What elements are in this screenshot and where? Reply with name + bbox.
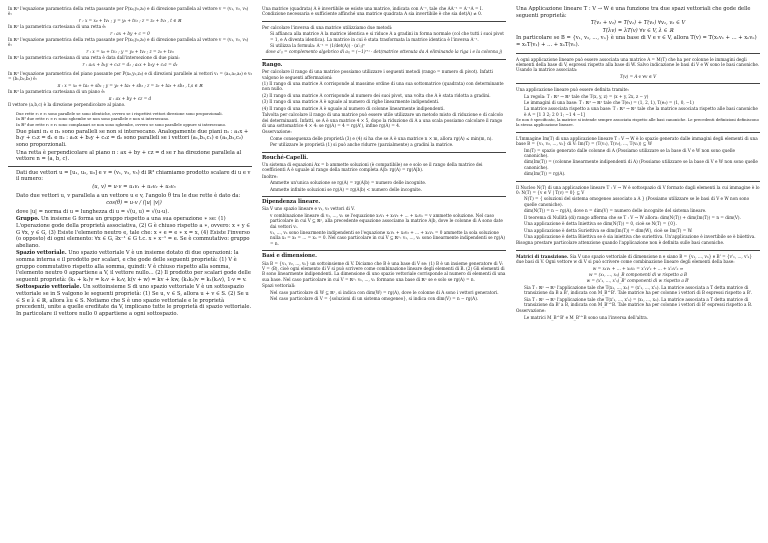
plane-eq-formula-1: π : x = x₀ + ta₁ + sb₁ ; y = y₀ + ta₂ + sb₂ ; z = z₀ + ta₃ + sb₃ , t,s ∈ ℝ [57,82,203,88]
list-item: • Il teorema di Nullità (di) rango afferma che se T : V → W allora: dim(N(T)) + dim(Im(T)) = n = dim(V). [524,215,760,220]
transition-formula-3: w = (x'₁, ..., x'ₙ)_B' componenti di w rispetto a B' [586,278,690,284]
plane-eq-heading-2: In ℝ³ la parametrica cartesiana di un piano è: [8,89,106,95]
line-eq-formula-2: r : ax + by + c = 0 [110,30,150,36]
cofactor-formula: dove a'ᵢⱼ = complemento algebrico di aᵢⱼ = (−1)ⁱ⁺ʲ · det(matrice ottenuta da A eliminando la riga i e la colonna j) [265,49,503,55]
list-item: • Una applicazione è detta Suriettiva se dim(Im(T)) = dim(W), cioè se Im(T) = W. [524,228,760,233]
divider [262,250,506,251]
divider [262,59,506,60]
list-item: • Una applicazione è detta Iniettiva se dim(N(T)) = 0, cioè se N(T) = {0}. [524,221,760,226]
scalar-product-text: Dati due vettori u = [u₁, u₂, u₃] e v = (v₁, v₂, v₃) di ℝ³ chiamiamo prodotto scalare di u e v il numero: [16,169,251,183]
divider [516,181,760,182]
definition-section [516,87,760,128]
line-eq-formula-1: r : x = x₀ + tv₁ ; y = y₀ + tv₂ ; z = z₀ + tv₃ , t ∈ ℝ [78,17,182,23]
image-section [516,136,760,177]
perpendicular-text: • Una retta è perpendicolare al piano π : ax + by + cz = d se r ha direzione parallela al vettore n = (a, b, c). [16,150,252,163]
image-text: L'Immagine Im(T) di una applicazione lineare T : V → W è lo spazio generato dalle immagini degli elementi di una base B = {v₁, v₂, ..., vₙ} di V: Im(T) = ⟨T(v₁), T(v₂), ..., T(vₙ)⟩ ⊆ W [516,135,758,147]
parallel-planes-text: • Due piani π₁ e π₂ sono paralleli se non si intersecano. Analogamente due piani π₁ : a₁x + b₁y + c₁z = d₁ e π₂ : a₂x + b₂y + c₂z = d₂ sono paralleli se i vettori (a₁,b₁,c₁) e (a₂,b₂,c₂) sono proporzionali. [16,129,252,149]
list-item: • Nel caso particolare di W ⊆ ℝⁿ, si indica con dim(W) = rg(A), dove le colonne di A sono i vettori generatori. [270,290,506,295]
line-eq-heading-2: In ℝ² la parametrica cartesiana di una retta è: [8,24,107,30]
subspace-text: Un sottoinsieme S di uno spazio vettoriale V è un sottospazio vettoriale se in S valgono le seguenti proprietà: (1) Se u, v ∈ S, allora u + v ∈ S. (2) Se u ∈ S e λ ∈ ℝ, allora λu ∈ S. Notiamo che S è uno spazio vettoriale e le proprietà precedenti, unite a quelle ereditate da V, implicano tutte le proprietà di spazio vettoriale. In particolare il vettore nullo 0 appartiene a ogni sottospazio. [16,284,252,317]
list-item: • v₁, ..., vₙ sono linearmente indipendenti se l'equazione x₁v₁ + x₂v₂ + ... + xₙvₙ = 0 ammette la sola soluzione nulla x₁ = x₂ = ... = xₙ = 0. Nel caso particolare in cui V ⊆ ℝⁿ: v₁, ..., vₙ sono linearmente indipendenti se rg(A) = n. [270,230,506,246]
rouche-capelli-inoltre: Inoltre: [262,173,278,179]
dependence-text: Sia V uno spazio lineare e v₁, v₂ vettori di V. [262,206,355,212]
list-item: • Im(T) = spazio generato dalle colonne di A (Possiamo utilizzare se la base di V e W non sono quelle canoniche). [524,148,760,159]
group-title: Gruppo. [16,216,40,223]
kernel-section [516,185,760,246]
list-item: • Si affianca alla matrice A la matrice identica e si riduce A a gradini in forma normale (col che tutti i suoi pivot = 1, e A diventa identica). La matrice in cui è stata trasformata la matrice identica è l'inversa A⁻¹. [270,31,506,42]
subspace-title: Sottospazio vettoriale. [16,284,82,291]
transition-formula-2: w = (x₁, ..., xₙ)_B componenti di w rispetto a B [588,271,688,277]
divider [516,250,760,251]
list-item: • La matrice associata rispetto a una base: T : ℝ³ → ℝ² tale che la matrice associata rispetto alle basi canoniche è A = [1 3 2; 2 0 1; −1 4 −1] [524,106,760,117]
divider [516,53,760,54]
inverse-calc-section [262,25,506,55]
transition-title: Matrici di transizione. [516,253,569,259]
rank-item: (2) Il rango di una matrice A corrisponde al numero dei suoi pivot, una volta che A è stata ridotta a gradini. [262,92,491,98]
vector-space-title: Spazio vettoriale. [16,250,67,257]
linear-map-formula-2: T(λv) = λT(v) ∀v ∈ V, λ ∈ ℝ [602,27,674,34]
rank-intro: Per calcolare il rango di una matrice possiamo utilizzare i seguenti metodi (rango = numero di pivot). Infatti valgono le seguenti affermazioni: [262,69,493,80]
planes-section [8,71,252,107]
column-1 [8,6,252,537]
list-item: • In ℝ³ due rette r₁ e r₂ sono sghembe se non sono parallele e non si intersecano. [16,117,252,122]
list-item: • v combinazione lineare di v₁, ..., vₙ se l'equazione x₁v₁ + x₂v₂ + ... + xₙvₙ = v ammette soluzione. Nel caso particolare in cui V ⊆ ℝⁿ, alla precedente equazione associamo la matrice A|b, dove le colonne di A sono date dai vettori vᵢ. [270,213,506,229]
transition-formula-1: w = x₁v₁ + ... + xₙvₙ = x'₁v'₁ + ... + x'ₙv'ₙ ⇒ [592,265,684,271]
list-item: • dim(Im(T)) = (colonne linearmente indipendenti di A) (Possiamo utilizzare se la base di V e W non sono quelle canoniche). [524,159,760,170]
list-item: • dim(Im(T)) = rg(A). [524,171,760,176]
rank-item: (4) Il rango di una matrice A è uguale al numero di colonne linearmente indipendenti. [262,105,445,111]
line-eq-formula-4: r : a₁x + b₁y + c₁z = d₁ ; a₂x + b₂y + c₂z = d₂ [82,61,178,67]
list-item [16,193,252,216]
list-item: • La regola: T : ℝ³ → ℝ² tale che T(x, y, z) = (x + y, 2x, z − y) [524,94,760,99]
rouche-capelli-title: Rouché-Capelli. [262,154,309,161]
vector-space-text: Uno spazio vettoriale V è un insieme dotato di due operazioni: la somma interna e il prodotto per scalari, e che gode delle seguenti proprietà: (1) V è gruppo commutativo rispetto alla somma, quindi: V è chiuso rispetto alla somma, l'elemento neutro 0 appartiene a V, il vettore nullo... (2) Il prodotto per scalari gode delle seguenti proprietà: (k₁ + k₂)v = k₁v + k₂v, k(v + w) = kv + kw, (k₁k₂)v = k₁(k₂v), 1·v = v. [16,250,251,283]
definition-intro: Una applicazione lineare può essere definita tramite: [516,87,630,93]
angle-formula: cos(θ) = u·v / (|u| |v|) [106,200,162,207]
plane-normal-note: Il vettore (a,b,c) è la direzione perpendicolare al piano. [8,102,126,108]
rank-title: Rango. [262,61,283,68]
list-item: • In ℝ³ due rette r₁ e r₂ sono complanari se non sono sghembe, ovvero se sono parallele oppure si intersecano. [16,123,252,128]
list-item [16,216,252,249]
inverse-calc-intro: Per calcolare l'inversa di una matrice utilizziamo due metodi: [262,24,393,30]
line-eq-heading-4: In ℝ³ la parametrica cartesiana di una retta è data dall'intersezione di due piani: [8,55,180,61]
list-item: • Una applicazione è detta Biiettiva se è sia iniettiva che suriettiva. Un'applicazione è invertibile se è biiettiva. [524,234,760,239]
divider [262,152,506,153]
divider [262,196,506,197]
linear-map-text: Una Applicazione lineare T : V → W è una funzione tra due spazi vettoriali che gode delle seguenti proprietà: [516,6,751,19]
list-item: • Per utilizzare le proprietà (1) si può anche ridurre (parzialmente) a gradini la matrice. [270,142,506,147]
plane-eq-formula-2: π : ax + by + cz = d [108,95,152,101]
planes-relations-list [8,129,252,163]
divider [516,132,760,133]
matrix-formula: T(v) = A·v ∀v ∈ V [619,73,657,79]
linear-map-formula-1: T(v₁ + v₂) = T(v₁) + T(v₂) ∀v₁, v₂ ∈ V [590,20,686,27]
conseq-title: Osservazione: [516,308,546,314]
matrix-text: A ogni applicazione lineare può essere associata una matrice A = M(T) che ha per colonne le immagini degli elementi della base di V, espressi rispetto alla base di W. Salvo indicazione le basi di V e W sono le basi canoniche. Usando la matrice associata: [516,56,760,73]
column-3 [516,6,760,537]
rank-note: Talvolta per calcolare il rango di una matrice può essere utile utilizzare un metodo misto di riduzione e di calcolo dei determinanti. Infatti, se A è una matrice 4 × 5, dopo la riduzione di A a una scala possiamo calcolare il rango di una sottomatrice 4 × 4: se rg(A) = 4 = rg(A'), infine rg(A) = 4. [262,112,504,128]
list-item: • Due rette r₁ e r₂ sono parallele se sono identiche, ovvero se i rispettivi vettori direzione sono proporzionali. [16,112,252,117]
obs-title: Osservazione: [262,129,292,135]
inverse-section [262,6,506,17]
bases-section [262,254,506,301]
matrix-section [516,57,760,80]
list-item [16,284,252,317]
linear-map-base: In particolare se B = {v₁, v₂, ..., vₙ} è una base di V e v ∈ V, allora T(v) = T(x₁v₁ + ... + xₙvₙ) = x₁T(v₁) + ... + xₙT(vₙ). [516,35,757,48]
list-item: • Sia T : ℝⁿ → ℝⁿ l'applicazione tale che T(x'₁, ..., x'ₙ) = (x₁, ..., xₙ). La matrice associata a T detta matrice di transizione da B' a B, indicata con M_B'^B. Tale matrice ha per colonne i vettori di B' espressi rispetto a B. [524,297,760,308]
line-eq-formula-3: r : x = x₀ + tv₁ ; y = y₀ + tv₂ ; z = z₀ + tv₃ [86,48,174,54]
divider [262,21,506,22]
list-item [16,170,252,191]
line-eq-heading-3: In ℝ³ l'equazione parametrica della retta passante per P(x₀,y₀,z₀) e di direzione parallela al vettore v = (v₁, v₂, v₃) è: [8,37,249,48]
transition-body: Sia V uno spazio vettoriale di dimensione n e siano B = {v₁, ..., vₙ} e B' = {v'₁, ..., v'ₙ} due basi di V. Ogni vettore w di V si può scrivere come combinazione lineare degli elementi della base: [516,253,753,265]
bases-title: Basi e dimensione. [262,253,317,260]
list-item: • dim(N(T)) = n − rg(A), dove n = dim(V) = numero delle incognite del sistema lineare. [524,208,760,213]
rank-item: (1) Il rango di una matrice A corrisponde al massimo ordine di una sua sottomatrice (quadrata) con determinante non nullo. [262,81,504,92]
rank-section [262,63,506,148]
warning-note: Bisogna prestare particolare attenzione quando l'applicazione non è definita sulle basi canoniche. [516,240,725,246]
list-item: • Sia T : ℝⁿ → ℝⁿ l'applicazione tale che T(x₁, ..., xₙ) = (x'₁, ..., x'ₙ). La matrice associata a T detta matrice di transizione da B a B', indicata con M_B^B'. Tale matrice ha per colonne i vettori di B espressi rispetto a B'. [524,285,760,296]
bases-text: Sia B = {v₁, v₂, ..., vₙ} un sottoinsieme di V. Diciamo che B è una base di V se: (1) B è un insieme generatore di V: V = ⟨B⟩, cioè ogni elemento di V si può scrivere come combinazione lineare degli elementi di B. (2) Gli elementi di B sono linearmente indipendenti. La dimensione di uno spazio vettoriale corrisponde al numero di elementi di una sua base. Nel caso particolare in cui V = ℝⁿ: v₁, ..., vₙ formano una base di ℝⁿ se e solo se rg(A) = n. [262,260,506,282]
lines-relations-list [8,112,252,128]
list-item [16,250,252,283]
rouche-capelli-section [262,156,506,192]
lines-section [8,6,252,67]
inverse-text: Una matrice (quadrata) A è invertibile se esiste una matrice, indicata con A⁻¹, tale che AA⁻¹ = A⁻¹A = I. Condizione necessaria e sufficiente affinché una matrice quadrata A sia invertibile è che sia det(A) ≠ 0. [262,6,483,17]
list-item: • Le immagini di una base: T : ℝ³ → ℝ² tale che T(e₁) = (1, 2, 1), T(e₂) = (1, 0, −1) [524,100,760,105]
list-item: • Ammette infinite soluzioni se rg(A) = rg(A|b) < numero delle incognite. [270,187,506,192]
list-item: • Le matrici M_B^B' e M_B'^B sono una l'inversa dell'altra. [524,315,760,320]
line-eq-heading-1: In ℝ³ l'equazione parametrica della retta passante per P(x₀,y₀,z₀) e di direzione parallela al vettore v = (v₁, v₂, v₃) è: [8,6,249,17]
group-text: Un insieme G forma un gruppo rispetto a una sua operazione ∗ se: (1) L'operazione gode della proprietà associativa, (2) G è chiuso rispetto a ∗, ovvero: x ∗ y ∈ G ∀x, y ∈ G, (3) Esiste l'elemento neutro e, tale che: x ∗ e = e ∗ x = x, (4) Esiste l'inverso (o opposto) di ogni elemento: ∀x ∈ G, ∃x⁻¹ ∈ G t.c. x ∗ x⁻¹ = e. Se è commutativo: gruppo abeliano. [16,216,251,249]
list-item: • Si utilizza la formula: A⁻¹ = (1/det(A)) · (a'ᵢⱼ)ᵀ [270,43,506,48]
divider [516,83,760,84]
list-item: • N(T) = { soluzioni del sistema omogeneo associato a A } (Possiamo utilizzare se le basi di V e W non sono quelle canoniche). [524,196,760,207]
scalar-product-formula: (u, v) = u·v = u₁v₁ + u₂v₂ + u₃v₃ [92,184,176,191]
angle-text: Dato due vettori u, v parallela a un vettore u e v, l'angolo θ tra le due rette è dato da: [16,192,241,199]
plane-eq-heading-1: In ℝ³ l'equazione parametrica del piano passante per P(x₀,y₀,z₀) e di direzioni parallele ai vettori v₁ = (a₁,a₂,a₃) e v₂ = (b₁,b₂,b₃) è: [8,71,252,82]
list-item: • Come conseguenza delle proprietà (3) e (4) si ha che se A è una matrice n × m, allora rg(A) ≤ min(m, n). [270,136,506,141]
column-2 [262,6,506,537]
list-item: • Nel caso particolare di V = {soluzioni di un sistema omogeneo}, si indica con dim(V) = n − rg(A). [270,296,506,301]
kernel-text: Il Nucleo N(T) di una applicazione lineare T : V → W è sottospazio di V formato dagli elementi la cui immagine è lo 0: N(T) = {v ∈ V | T(v) = 0} ⊆ V [516,184,760,196]
dependence-section [262,200,506,246]
vectors-list [8,170,252,317]
linear-map-section [516,6,760,49]
rouche-capelli-text: Un sistema di equazioni Ax = b ammette soluzioni (è compatibile) se e solo se il rango della matrice dei coefficienti A è uguale al rango della matrice completa A|b: rg(A) = rg(A|b). [262,161,483,173]
list-item: • Ammette un'unica soluzione se rg(A) = rg(A|b) = numero delle incognite. [270,180,506,185]
divider [8,166,252,167]
transition-section [516,254,760,320]
transition-text [516,254,760,265]
norm-text: dove |u| = norma di u = lunghezza di u = √(u, u) = √(u·u). [16,208,169,215]
dependence-title: Dipendenza lineare. [262,198,321,205]
definition-note: Se non è specificato, la matrice si intende sempre associata rispetto alle basi canoniche. Le precedenti definizioni definiscono la stessa applicazione lineare. [516,117,759,128]
rank-item: (3) Il rango di una matrice A è uguale al numero di righe linearmente indipendenti. [262,99,440,105]
spaces-title: Spazi vettoriali: [262,283,296,289]
